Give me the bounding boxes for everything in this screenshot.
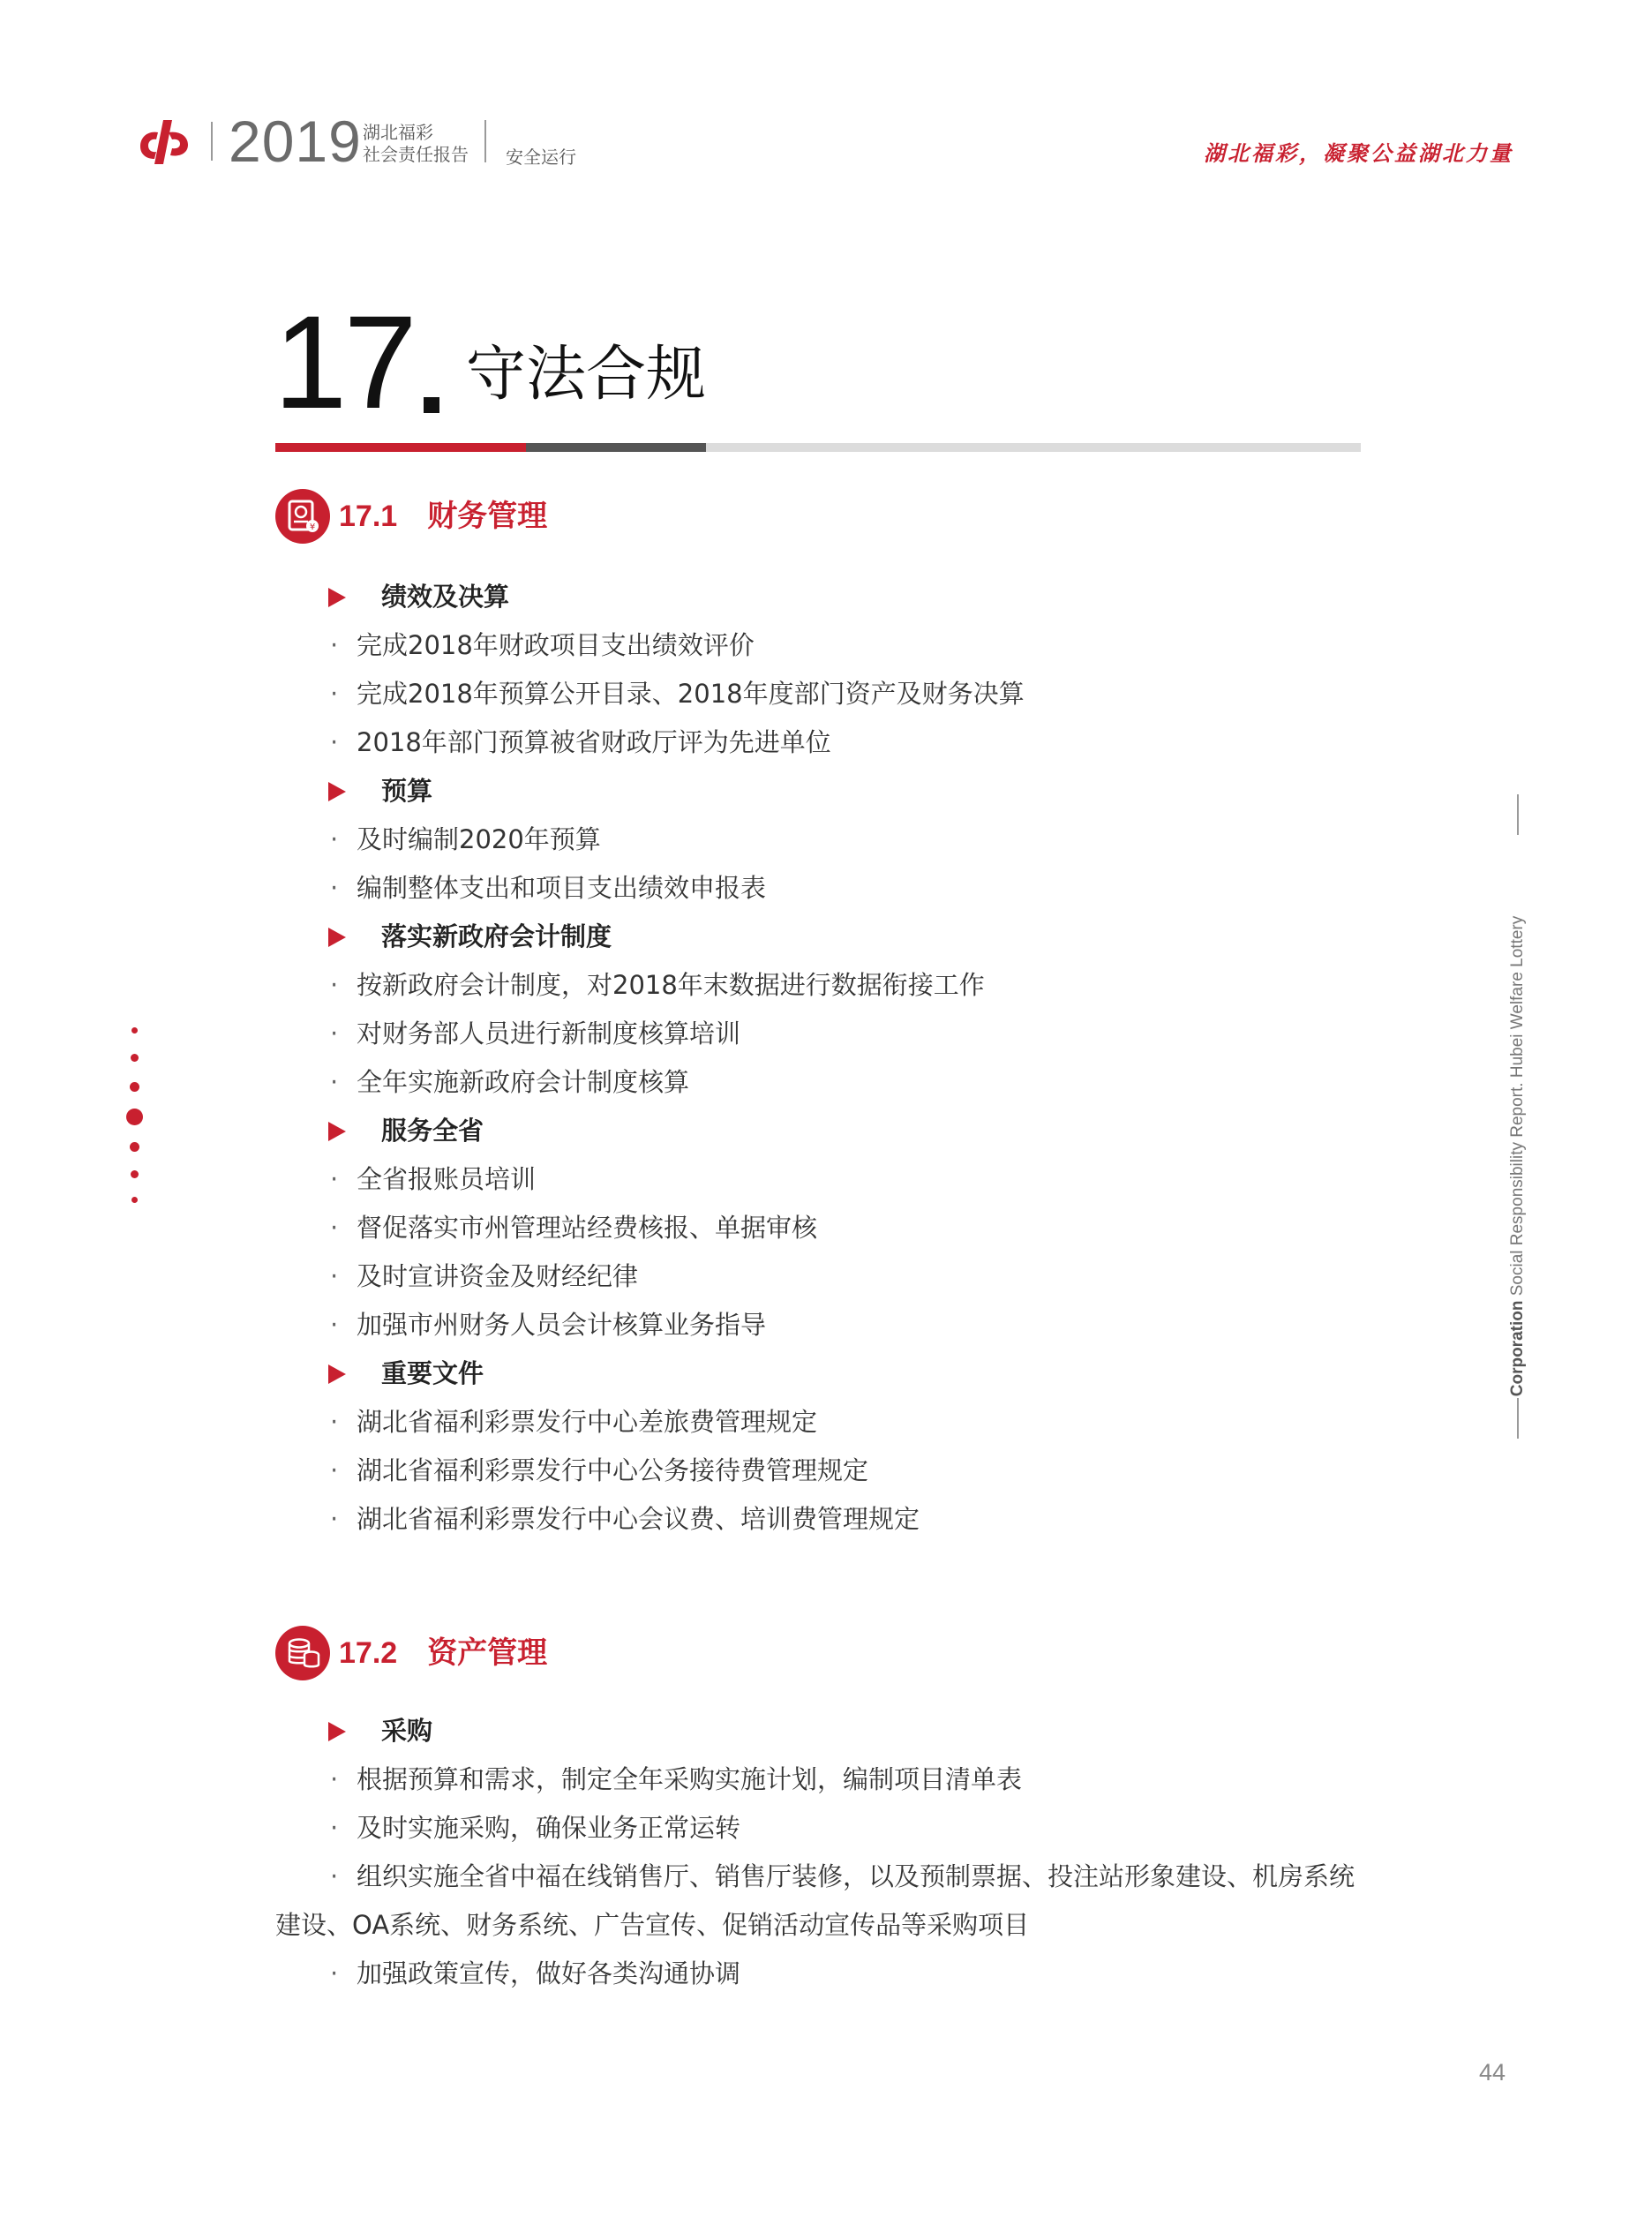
section-number: 17.2 xyxy=(339,1636,398,1670)
indicator-dot xyxy=(131,1170,139,1178)
list-item: · 组织实施全省中福在线销售厅、销售厅装修，以及预制票据、投注站形象建设、机房系统建设、OA系统、财务系统、广告宣传、促销活动宣传品等采购项目 xyxy=(275,1861,1355,1940)
list-item: · 加强政策宣传，做好各类沟通协调 xyxy=(330,1958,741,1988)
list-item: · 湖北省福利彩票发行中心公务接待费管理规定 xyxy=(330,1455,869,1485)
list-heading: 绩效及决算 xyxy=(275,573,1361,621)
list-item: · 完成2018年财政项目支出绩效评价 xyxy=(330,630,755,660)
list-item: · 及时实施采购，确保业务正常运转 xyxy=(330,1813,741,1843)
list-item: · 督促落实市州管理站经费核报、单据审核 xyxy=(330,1213,818,1243)
slogan: 湖北福彩，凝聚公益湖北力量 xyxy=(1204,140,1513,166)
section-title: 财务管理 xyxy=(427,499,548,534)
triangle-bullet-icon xyxy=(328,588,346,607)
triangle-bullet-icon xyxy=(328,782,346,801)
triangle-bullet-icon xyxy=(328,1722,346,1741)
indicator-dot xyxy=(131,1027,138,1034)
title-rule-red xyxy=(275,443,526,452)
indicator-dot xyxy=(130,1082,139,1092)
finance-icon xyxy=(275,489,330,544)
list-item: · 完成2018年预算公开目录、2018年度部门资产及财务决算 xyxy=(330,679,1025,709)
section-label: 安全运行 xyxy=(506,147,576,168)
section-title: 资产管理 xyxy=(427,1635,548,1671)
title-rule-dark xyxy=(526,443,706,452)
finance-list xyxy=(275,573,1361,1544)
page-indicator-dots xyxy=(124,1024,145,1200)
list-item: · 湖北省福利彩票发行中心会议费、培训费管理规定 xyxy=(330,1504,920,1534)
title-rule-light xyxy=(706,443,1361,452)
list-item: · 及时宣讲资金及财经纪律 xyxy=(330,1261,639,1291)
list-heading: 重要文件 xyxy=(275,1349,1361,1398)
page-number: 44 xyxy=(1478,2059,1506,2086)
list-item: · 编制整体支出和项目支出绩效申报表 xyxy=(330,873,767,903)
header-divider xyxy=(484,120,486,162)
triangle-bullet-icon xyxy=(328,1122,346,1141)
list-heading: 采购 xyxy=(275,1707,1361,1755)
side-caption: Corporation Social Responsibility Report. Hubei Welfare Lottery xyxy=(1500,794,1536,1439)
report-year: 2019 xyxy=(229,109,362,174)
side-divider xyxy=(1517,1398,1519,1439)
chapter-title: 守法合规 xyxy=(466,340,707,410)
indicator-dot xyxy=(130,1142,139,1152)
indicator-dot xyxy=(131,1054,139,1062)
list-item: · 根据预算和需求，制定全年采购实施计划，编制项目清单表 xyxy=(330,1764,1023,1794)
chapter-dot xyxy=(424,397,439,413)
chapter-number: 17 xyxy=(274,288,414,436)
svg-text:¥: ¥ xyxy=(309,522,316,532)
indicator-dot xyxy=(126,1109,143,1125)
report-name: 湖北福彩 社会责任报告 xyxy=(363,122,469,165)
list-item: · 加强市州财务人员会计核算业务指导 xyxy=(330,1310,767,1340)
list-item: · 及时编制2020年预算 xyxy=(330,824,601,854)
welfare-lottery-logo-icon xyxy=(137,117,191,166)
list-item: · 对财务部人员进行新制度核算培训 xyxy=(330,1019,741,1049)
list-heading: 服务全省 xyxy=(275,1107,1361,1155)
list-item: · 全年实施新政府会计制度核算 xyxy=(330,1067,690,1097)
assets-list xyxy=(275,1707,1361,1998)
indicator-dot xyxy=(131,1197,138,1203)
page-header xyxy=(137,106,1513,185)
triangle-bullet-icon xyxy=(328,928,346,947)
list-item: · 湖北省福利彩票发行中心差旅费管理规定 xyxy=(330,1407,818,1437)
side-divider xyxy=(1517,794,1519,835)
list-heading: 落实新政府会计制度 xyxy=(275,913,1361,961)
triangle-bullet-icon xyxy=(328,1364,346,1384)
list-heading: 预算 xyxy=(275,767,1361,816)
list-item: · 2018年部门预算被省财政厅评为先进单位 xyxy=(330,727,831,757)
coins-icon xyxy=(275,1626,330,1680)
list-item: · 全省报账员培训 xyxy=(330,1164,537,1194)
section-number: 17.1 xyxy=(339,500,398,533)
list-item: · 按新政府会计制度，对2018年末数据进行数据衔接工作 xyxy=(330,970,985,1000)
header-divider xyxy=(211,122,213,161)
